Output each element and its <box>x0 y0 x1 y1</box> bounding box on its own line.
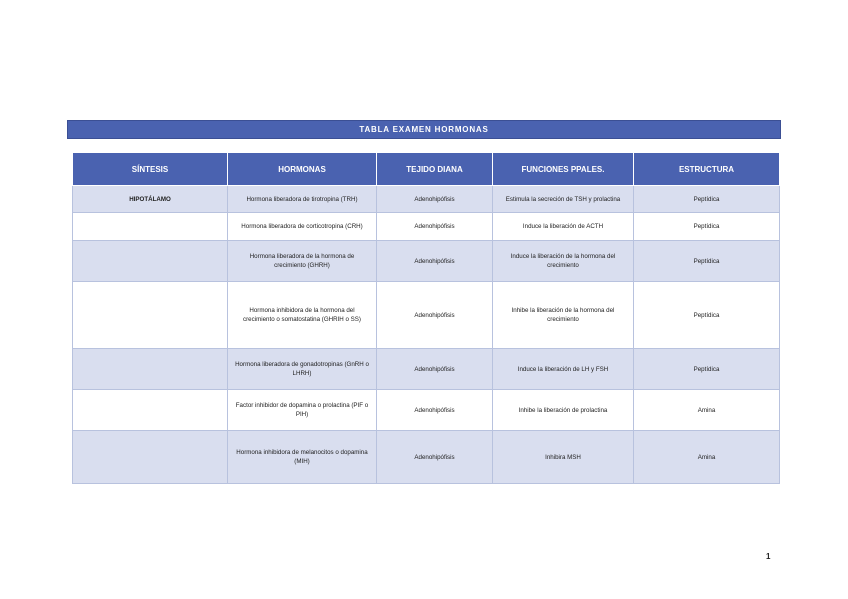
hormones-table <box>72 152 780 484</box>
hormone-cell: Hormona liberadora de corticotropina (CRH) <box>228 213 377 241</box>
target-cell: Adenohipófisis <box>377 282 493 349</box>
synthesis-cell <box>73 282 228 349</box>
table-row <box>73 241 780 282</box>
target-cell: Adenohipófisis <box>377 349 493 390</box>
structure-cell: Peptídica <box>634 213 780 241</box>
structure-cell: Amina <box>634 431 780 484</box>
target-cell: Adenohipófisis <box>377 431 493 484</box>
function-cell: Inhibira MSH <box>493 431 634 484</box>
function-cell: Inhibe la liberación de prolactina <box>493 390 634 431</box>
header-hormones: HORMONAS <box>228 153 377 186</box>
synthesis-cell: HIPOTÁLAMO <box>73 186 228 213</box>
table-title: TABLA EXAMEN HORMONAS <box>67 120 781 139</box>
target-cell: Adenohipófisis <box>377 390 493 431</box>
structure-cell: Peptídica <box>634 282 780 349</box>
table-row <box>73 349 780 390</box>
function-cell: Induce la liberación de la hormona del crecimiento <box>493 241 634 282</box>
synthesis-cell <box>73 241 228 282</box>
hormone-cell: Hormona liberadora de tirotropina (TRH) <box>228 186 377 213</box>
table-header-row <box>73 153 780 186</box>
hormone-cell: Factor inhibidor de dopamina o prolactina (PIF o PIH) <box>228 390 377 431</box>
function-cell: Induce la liberación de ACTH <box>493 213 634 241</box>
table-row <box>73 431 780 484</box>
hormone-cell: Hormona inhibidora de melanocitos o dopamina (MIH) <box>228 431 377 484</box>
table-row <box>73 390 780 431</box>
structure-cell: Peptídica <box>634 349 780 390</box>
header-synthesis: SÍNTESIS <box>73 153 228 186</box>
table-row <box>73 282 780 349</box>
header-target-tissue: TEJIDO DIANA <box>377 153 493 186</box>
hormone-cell: Hormona liberadora de gonadotropinas (GnRH o LHRH) <box>228 349 377 390</box>
table-row <box>73 213 780 241</box>
synthesis-cell <box>73 213 228 241</box>
function-cell: Induce la liberación de LH y FSH <box>493 349 634 390</box>
structure-cell: Amina <box>634 390 780 431</box>
synthesis-cell <box>73 390 228 431</box>
hormone-cell: Hormona inhibidora de la hormona del crecimiento o somatostatina (GHRIH o SS) <box>228 282 377 349</box>
synthesis-cell <box>73 349 228 390</box>
structure-cell: Peptídica <box>634 241 780 282</box>
structure-cell: Peptídica <box>634 186 780 213</box>
function-cell: Inhibe la liberación de la hormona del crecimiento <box>493 282 634 349</box>
synthesis-cell <box>73 431 228 484</box>
function-cell: Estimula la secreción de TSH y prolactina <box>493 186 634 213</box>
page-number: 1 <box>766 552 771 561</box>
target-cell: Adenohipófisis <box>377 213 493 241</box>
target-cell: Adenohipófisis <box>377 186 493 213</box>
hormone-cell: Hormona liberadora de la hormona de crecimiento (GHRH) <box>228 241 377 282</box>
header-main-functions: FUNCIONES PPALES. <box>493 153 634 186</box>
header-structure: ESTRUCTURA <box>634 153 780 186</box>
table-row <box>73 186 780 213</box>
target-cell: Adenohipófisis <box>377 241 493 282</box>
